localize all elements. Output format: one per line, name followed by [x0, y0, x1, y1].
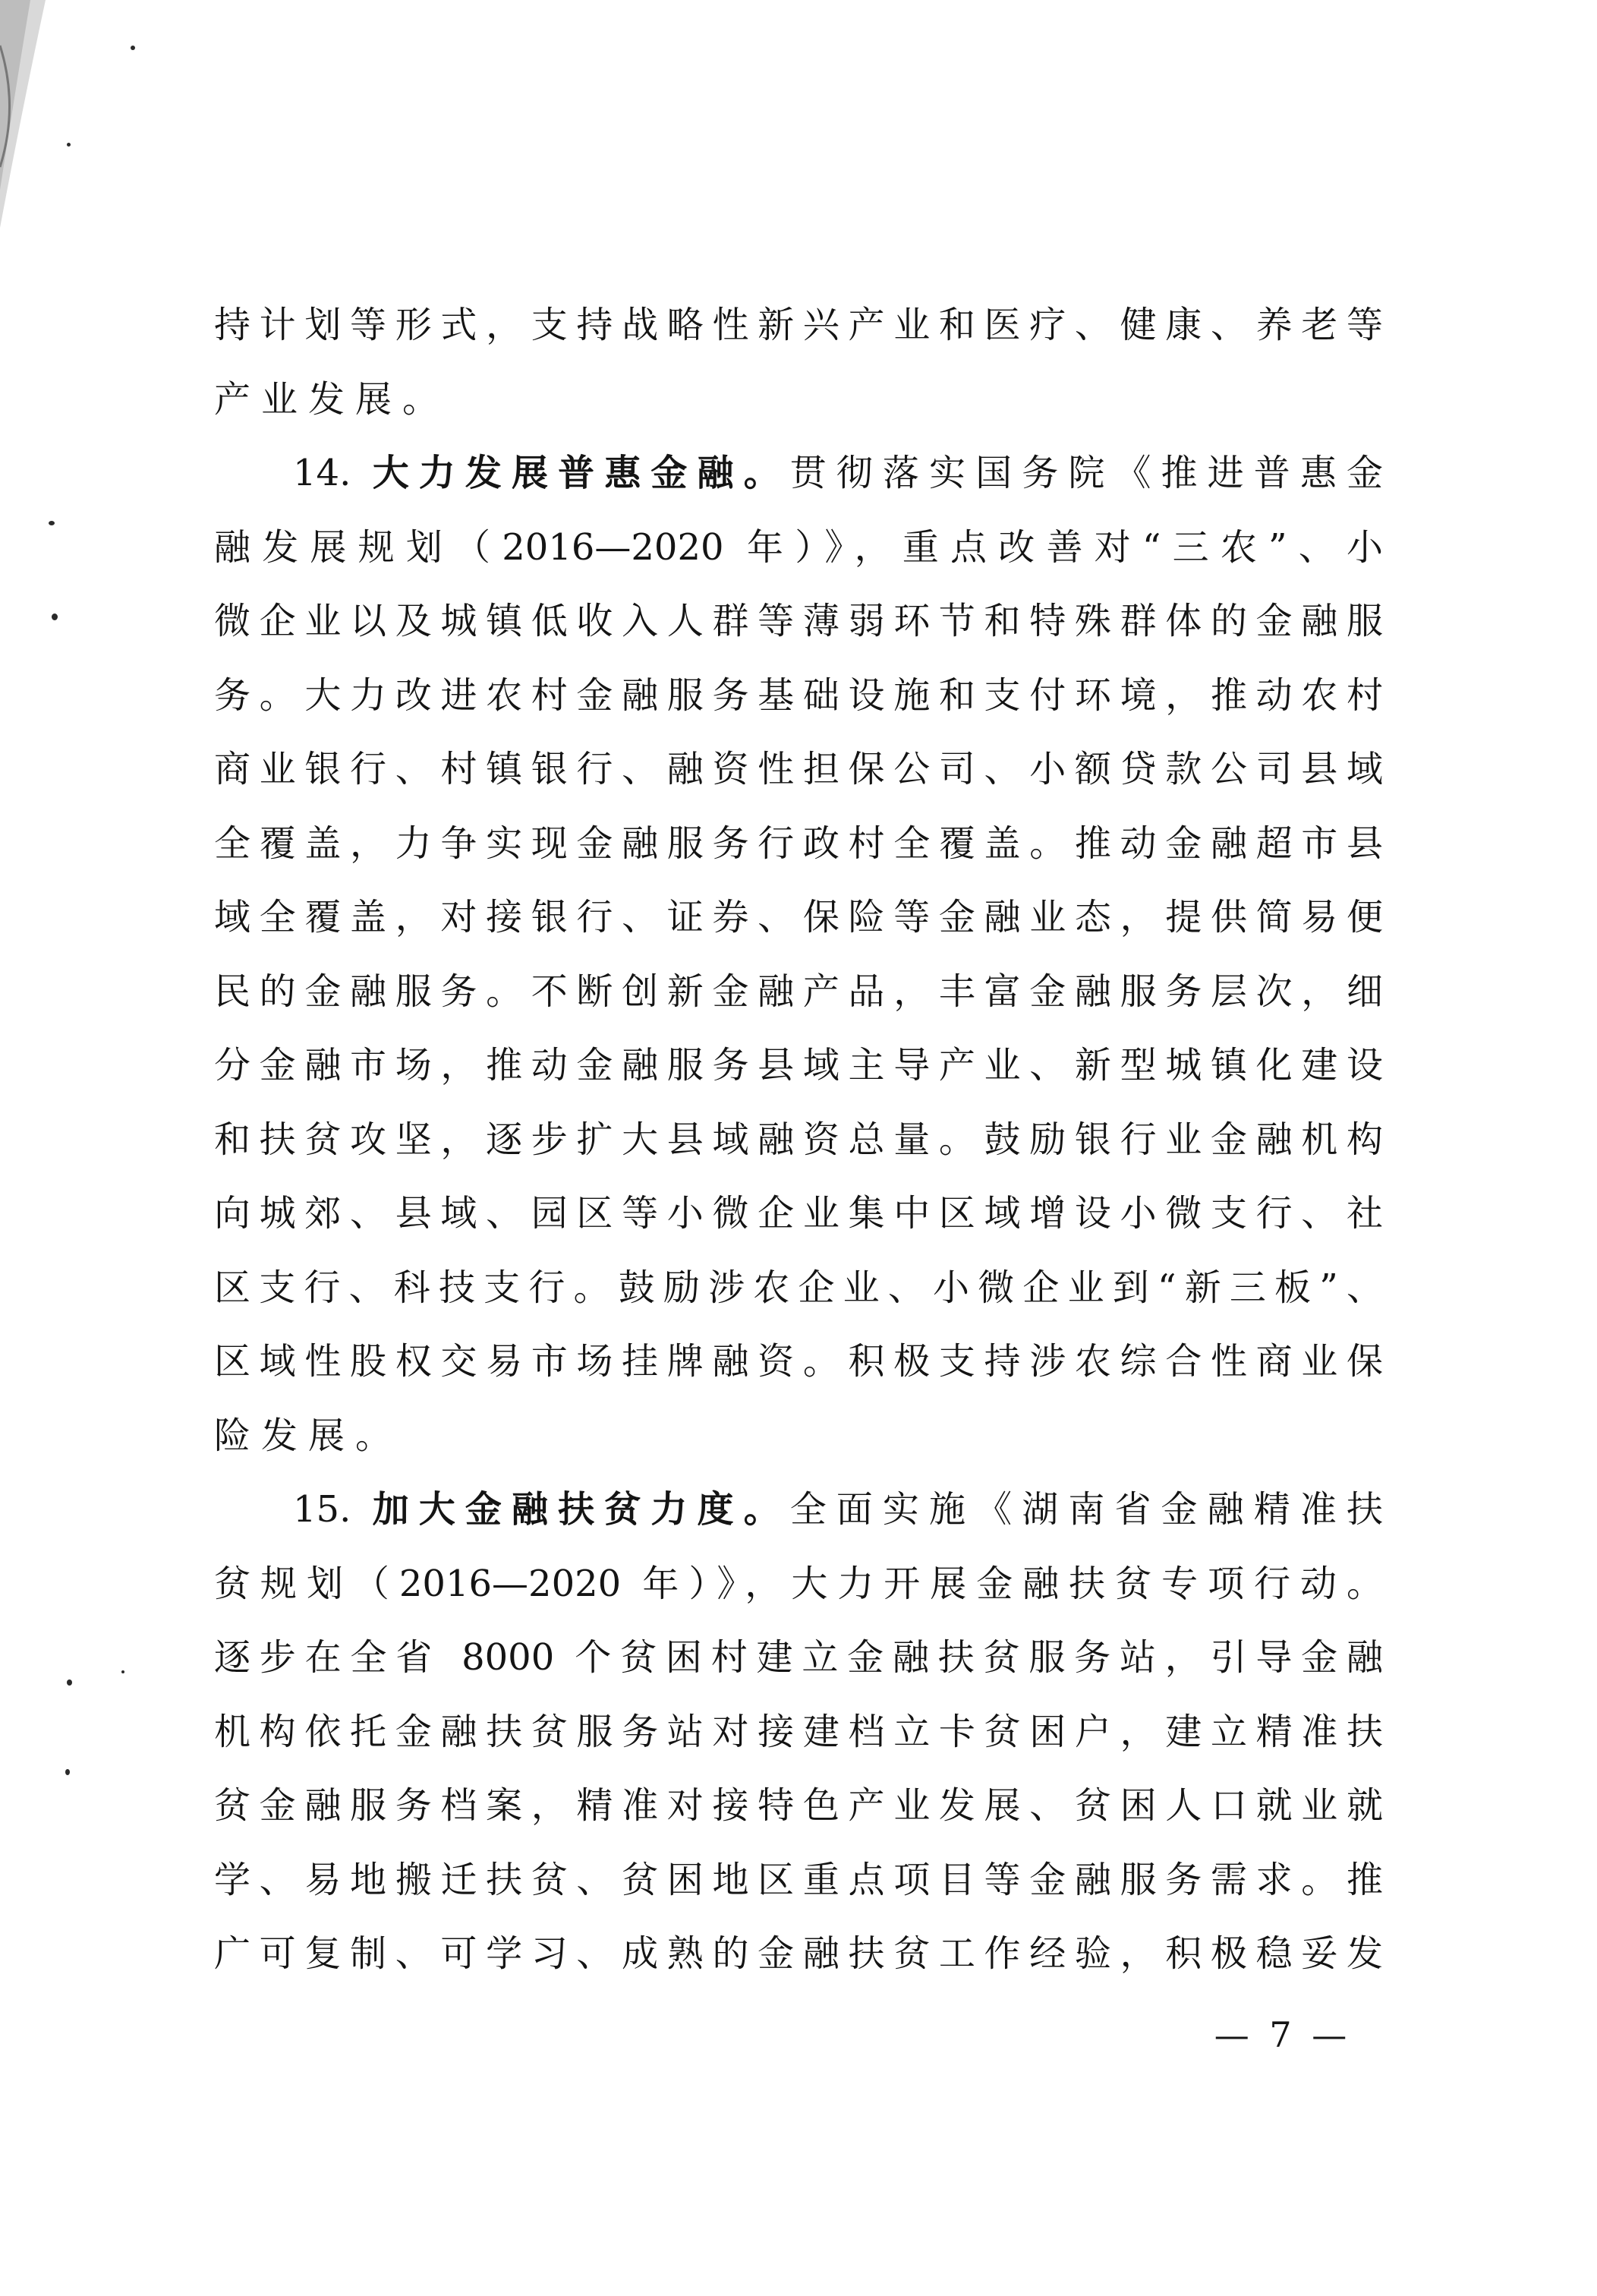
body-line: 机构依托金融扶贫服务站对接建档立卡贫困户，建立精准扶 [214, 1710, 1383, 1753]
body-line: 民的金融服务。不断创新金融产品，丰富金融服务层次，细 [214, 970, 1383, 1013]
body-line: 广可复制、可学习、成熟的金融扶贫工作经验，积极稳妥发 [214, 1932, 1383, 1975]
page-number: — 7 — [1214, 2014, 1352, 2055]
body-line: 分金融市场，推动金融服务县域主导产业、新型城镇化建设 [214, 1044, 1383, 1086]
section-14-first-line [214, 437, 1383, 511]
body-line: 微企业以及城镇低收入人群等薄弱环节和特殊群体的金融服 [214, 600, 1383, 642]
body-line: 融发展规划（2016—2020 年）》，重点改善对“三农”、小 [214, 525, 1383, 569]
section-heading: 大力发展普惠金融。 [372, 452, 790, 494]
scan-speck [67, 143, 71, 147]
section-number: 15. [293, 1488, 373, 1531]
scan-speck [131, 46, 135, 50]
scan-speck [52, 613, 58, 620]
scan-speck [67, 1679, 72, 1686]
body-line: 区支行、科技支行。鼓励涉农企业、小微企业到“新三板”、 [214, 1266, 1383, 1309]
body-line: 向城郊、县域、园区等小微企业集中区域增设小微支行、社 [214, 1192, 1383, 1235]
body-line: 逐步在全省 8000 个贫困村建立金融扶贫服务站，引导金融 [214, 1636, 1383, 1679]
body-line: 商业银行、村镇银行、融资性担保公司、小额贷款公司县域 [214, 748, 1383, 790]
section-heading: 加大金融扶贫力度。 [372, 1488, 790, 1531]
body-line: 和扶贫攻坚，逐步扩大县域融资总量。鼓励银行业金融机构 [214, 1118, 1383, 1161]
body-line: 区域性股权交易市场挂牌融资。积极支持涉农综合性商业保 [214, 1340, 1383, 1383]
scan-speck [121, 1670, 124, 1673]
body-line: 产业发展。 [214, 377, 450, 421]
section-number: 14. [293, 452, 373, 494]
body-line: 险发展。 [214, 1414, 403, 1457]
section-15-first-line [214, 1473, 1383, 1547]
section-text: 全面实施《湖南省金融精准扶 [789, 1488, 1383, 1531]
body-line: 持计划等形式，支持战略性新兴产业和医疗、健康、养老等 [214, 304, 1383, 346]
body-line: 贫规划（2016—2020 年）》，大力开展金融扶贫专项行动。 [214, 1562, 1383, 1605]
page-curl-shadow [0, 0, 152, 243]
body-line: 学、易地搬迁扶贫、贫困地区重点项目等金融服务需求。推 [214, 1858, 1383, 1901]
scan-speck [49, 521, 55, 525]
section-text: 贯彻落实国务院《推进普惠金 [789, 452, 1383, 494]
body-line: 域全覆盖，对接银行、证券、保险等金融业态，提供简易便 [214, 896, 1383, 938]
document-body [214, 289, 1383, 1992]
scan-speck [65, 1769, 70, 1775]
body-line: 务。大力改进农村金融服务基础设施和支付环境，推动农村 [214, 673, 1383, 717]
body-line: 贫金融服务档案，精准对接特色产业发展、贫困人口就业就 [214, 1784, 1383, 1827]
body-line: 全覆盖，力争实现金融服务行政村全覆盖。推动金融超市县 [214, 822, 1383, 865]
